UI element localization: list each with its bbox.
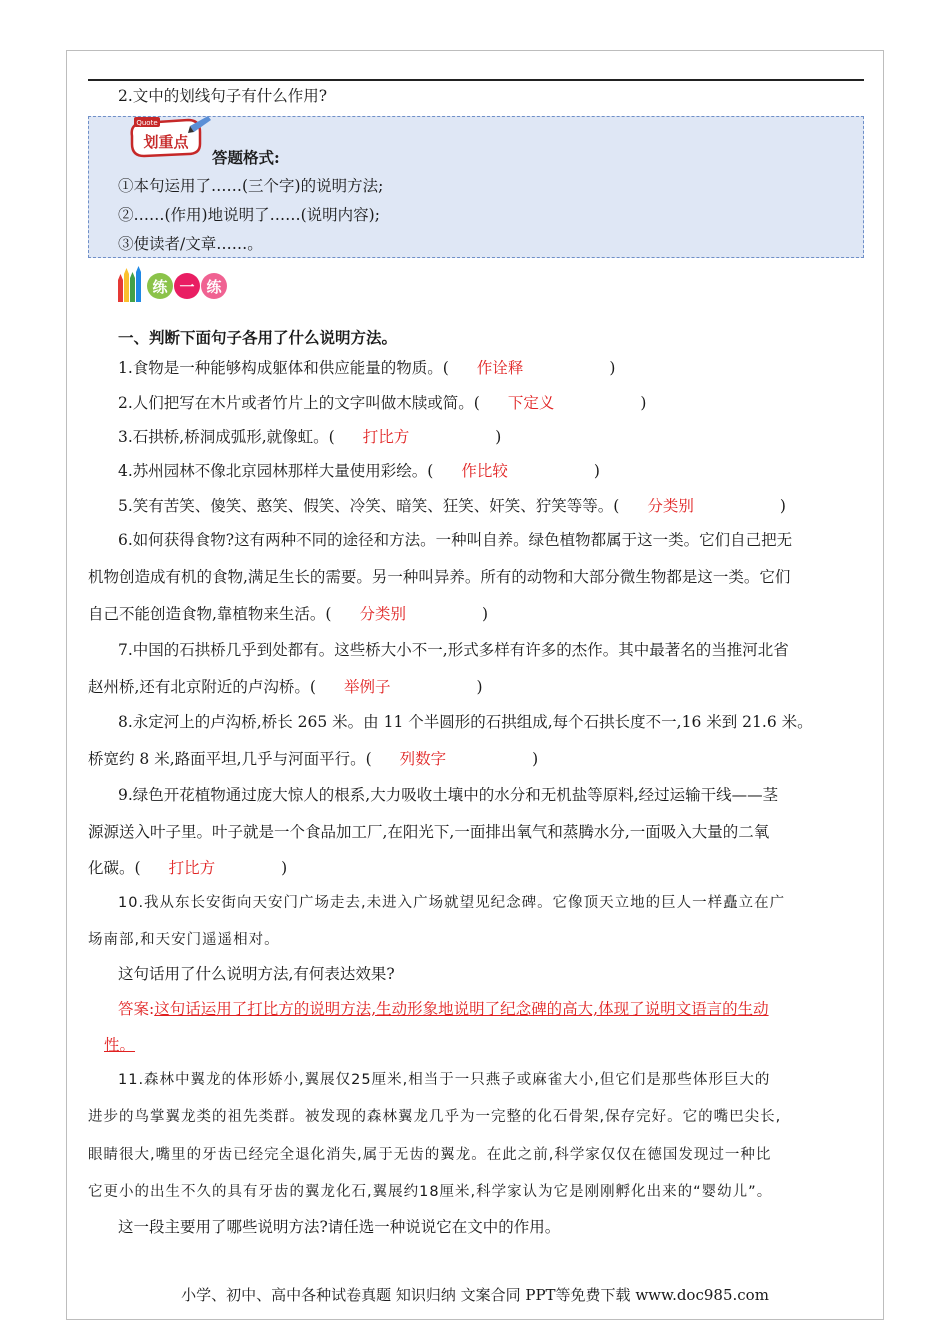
answer-text: 作诠释 [476, 359, 524, 377]
item9-line3 [88, 858, 287, 878]
format-item: ①本句运用了……(三个字)的说明方法; [118, 177, 384, 195]
close-paren: ) [495, 428, 502, 446]
answer-text: 分类别 [359, 605, 406, 623]
question-item [118, 496, 786, 516]
badge-label: 划重点 [143, 133, 189, 151]
close-paren: ) [476, 678, 483, 696]
item11-question: 这一段主要用了哪些说明方法?请任选一种说说它在文中的作用。 [118, 1218, 561, 1236]
item7-line2 [88, 677, 483, 697]
highlight-badge-icon [128, 114, 212, 160]
answer-text: 打比方 [362, 428, 410, 446]
item11-line2: 进步的鸟掌翼龙类的祖先类群。被发现的森林翼龙几乎为一完整的化石骨架,保存完好。它的嘴巴尖长, [88, 1109, 782, 1125]
item8-line1: 8.永定河上的卢沟桥,桥长 265 米。由 11 个半圆形的石拱组成,每个石拱长度不一,16 米到 21.6 米。 [118, 713, 813, 731]
close-paren: ) [609, 359, 616, 377]
answer-text: 下定义 [507, 394, 555, 412]
item11-line1: 11.森林中翼龙的体形娇小,翼展仅25厘米,相当于一只燕子或麻雀大小,但它们是那些体形巨大的 [118, 1072, 771, 1088]
item6-line1: 6.如何获得食物?这有两种不同的途径和方法。一种叫自养。绿色植物都属于这一类。它们自己把无 [118, 531, 793, 549]
item10-line2: 场南部,和天安门遥遥相对。 [88, 932, 280, 948]
answer-text: 举例子 [343, 678, 391, 696]
item11-line4: 它更小的出生不久的具有牙齿的翼龙化石,翼展约18厘米,科学家认为它是刚刚孵化出来的“婴幼儿”。 [88, 1184, 773, 1200]
answer-text: 分类别 [647, 497, 694, 515]
item6-line2: 机物创造成有机的食物,满足生长的需要。另一种叫异养。所有的动物和大部分微生物都是这一类。它们 [88, 568, 791, 586]
question-text: 4.苏州园林不像北京园林那样大量使用彩绘。( [118, 462, 434, 480]
item9-line1: 9.绿色开花植物通过庞大惊人的根系,大力吸收土壤中的水分和无机盐等原料,经过运输干线——茎 [118, 786, 779, 804]
answer-format-title: 答题格式: [212, 148, 280, 167]
close-paren: ) [532, 750, 539, 768]
section-title: 一、判断下面句子各用了什么说明方法。 [118, 328, 398, 347]
question-text: 5.笑有苦笑、傻笑、憨笑、假笑、冷笑、暗笑、狂笑、奸笑、狞笑等等。( [118, 497, 620, 515]
item10-answer-line1 [118, 999, 769, 1019]
item11-line3: 眼睛很大,嘴里的牙齿已经完全退化消失,属于无齿的翼龙。在此之前,科学家仅仅在德国发现过一种比 [88, 1147, 772, 1163]
question-2: 2.文中的划线句子有什么作用? [118, 87, 328, 105]
item10-line1: 10.我从东长安街向天安门广场走去,未进入广场就望见纪念碑。它像顶天立地的巨人一样矗立在广 [118, 895, 786, 911]
answer-text: 作比较 [461, 462, 508, 480]
item9-line2: 源源送入叶子里。叶子就是一个食品加工厂,在阳光下,一面排出氧气和蒸腾水分,一面吸入大量的二氧 [88, 823, 770, 841]
item8-line2 [88, 749, 538, 769]
question-text: 化碳。( [88, 859, 141, 877]
item6-line3 [88, 604, 488, 624]
item10-question: 这句话用了什么说明方法,有何表达效果? [118, 965, 395, 983]
question-text: 桥宽约 8 米,路面平坦,几乎与河面平行。( [88, 750, 372, 768]
header-rule [88, 79, 864, 81]
format-item: ②……(作用)地说明了……(说明内容); [118, 206, 380, 224]
question-text: 赵州桥,还有北京附近的卢沟桥。( [88, 678, 316, 696]
item7-line1: 7.中国的石拱桥几乎到处都有。这些桥大小不一,形式多样有许多的杰作。其中最著名的当推河北省 [118, 641, 789, 659]
question-item [118, 427, 501, 447]
question-text: 1.食物是一种能够构成躯体和供应能量的物质。( [118, 359, 449, 377]
practice-section-icon [116, 266, 232, 304]
practice-char-3: 练 [206, 278, 222, 296]
badge-quote-label: Quote [136, 119, 158, 127]
answer-text: 列数字 [399, 750, 447, 768]
practice-char-1: 练 [152, 278, 168, 296]
question-text: 自己不能创造食物,靠植物来生活。( [88, 605, 332, 623]
question-item [118, 461, 600, 481]
question-item [118, 358, 615, 378]
answer-text: 性。 [104, 1036, 136, 1054]
close-paren: ) [640, 394, 647, 412]
practice-char-2: 一 [179, 278, 195, 296]
close-paren: ) [281, 859, 288, 877]
question-item [118, 393, 646, 413]
page-footer: 小学、初中、高中各种试卷真题 知识归纳 文案合同 PPT等免费下载 www.doc985.com [181, 1286, 769, 1304]
question-text: 2.人们把写在木片或者竹片上的文字叫做木牍或简。( [118, 394, 480, 412]
question-text: 3.石拱桥,桥洞成弧形,就像虹。( [118, 428, 335, 446]
answer-text: 这句话运用了打比方的说明方法,生动形象地说明了纪念碑的高大,体现了说明文语言的生动 [154, 1000, 769, 1018]
close-paren: ) [482, 605, 489, 623]
format-item: ③使读者/文章……。 [118, 235, 263, 253]
answer-text: 打比方 [168, 859, 216, 877]
answer-label: 答案: [118, 1000, 155, 1018]
item10-answer-line2 [104, 1035, 135, 1055]
close-paren: ) [779, 497, 786, 515]
close-paren: ) [593, 462, 600, 480]
